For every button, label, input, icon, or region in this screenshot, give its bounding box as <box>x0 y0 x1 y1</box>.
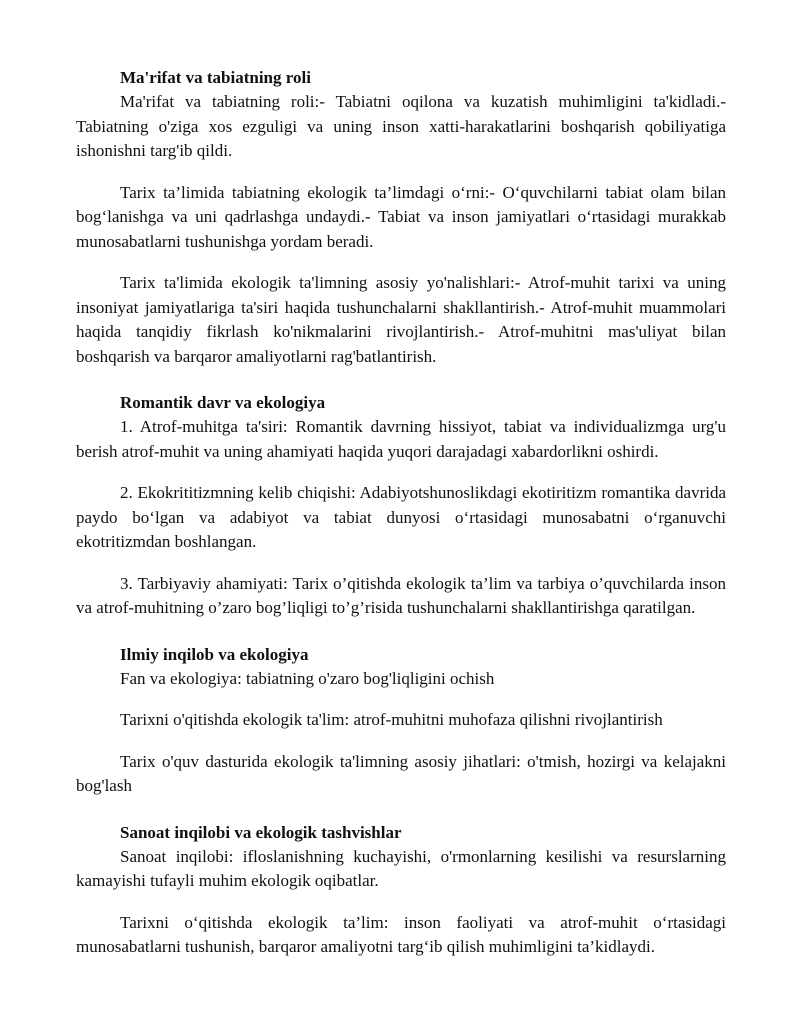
section-heading: Ma'rifat va tabiatning roli <box>120 68 311 87</box>
section-industrial-revolution <box>76 821 726 960</box>
paragraph: Ma'rifat va tabiatning roli:- Tabiatni oqilona va kuzatish muhimligini ta'kidladi.- Tabiatning o'ziga xos ezguligi va uning inson xatti-harakatlarini boshqarish qobiliyatiga ishonishni targ'ib qildi. <box>76 92 726 160</box>
section-heading: Romantik davr va ekologiya <box>120 393 326 412</box>
paragraph: Tarixni o‘qitishda ekologik ta’lim: inson faoliyati va atrof-muhit o‘rtasidagi munosabatlarni tushunish, barqaror amaliyotni targ‘ib qilish muhimligini ta’kidlaydi. <box>76 912 726 956</box>
section-enlightenment <box>76 66 726 369</box>
paragraph: Tarix ta'limida ekologik ta'limning asosiy yo'nalishlari:- Atrof-muhit tarixi va uning insoniyat jamiyatlariga ta'siri haqida tushunchalarni shakllantirish.- Atrof-muhit muammolari haqida tanqidiy fikrlash ko'nikmalarini rivojlantirish.- Atrof-muhitni mas'uliyat bilan boshqarish va barqaror amaliyotlarni rag'batlantirish. <box>76 273 726 366</box>
section-romantic-era <box>76 391 726 621</box>
document-page <box>76 66 726 960</box>
paragraph: Tarix ta’limida tabiatning ekologik ta’limdagi o‘rni:- O‘quvchilarni tabiat olam bilan bog‘lanishga va uni qadrlashga undaydi.- Tabiat va inson jamiyatlari o‘rtasidagi murakkab munosabatlarni tushunishga yordam beradi. <box>76 182 726 251</box>
section-heading: Sanoat inqilobi va ekologik tashvishlar <box>120 822 402 842</box>
paragraph: Fan va ekologiya: tabiatning o'zaro bog'liqligini ochish <box>120 668 495 688</box>
section-heading: Ilmiy inqilob va ekologiya <box>120 644 309 664</box>
paragraph: 2. Ekokrititizmning kelib chiqishi: Adabiyotshunoslikdagi ekotiritizm romantika davrida paydo bo‘lgan va adabiyot va tabiat dunyosi o‘rtasidagi munosabatni o‘rganuvchi ekotritizmdan boshlangan. <box>76 483 726 551</box>
paragraph: Tarix o'quv dasturida ekologik ta'limning asosiy jihatlari: o'tmish, hozirgi va kelajakni bog'lash <box>76 751 726 795</box>
paragraph: 3. Tarbiyaviy ahamiyati: Tarix o’qitishda ekologik ta’lim va tarbiya o’quvchilarda inson va atrof-muhitning o’zaro bog’liqligi to’g’risida tushunchalarni shakllantirishga qaratilgan. <box>76 573 726 617</box>
paragraph: 1. Atrof-muhitga ta'siri: Romantik davrning hissiyot, tabiat va individualizmga urg'u berish atrof-muhit va uning ahamiyati haqida yuqori darajadagi xabardorlikni oshirdi. <box>76 417 726 461</box>
paragraph: Sanoat inqilobi: ifloslanishning kuchayishi, o'rmonlarning kesilishi va resurslarning kamayishi tufayli muhim ekologik oqibatlar. <box>76 846 726 890</box>
section-scientific-revolution <box>76 643 726 799</box>
paragraph: Tarixni o'qitishda ekologik ta'lim: atrof-muhitni muhofaza qilishni rivojlantirish <box>120 710 663 729</box>
